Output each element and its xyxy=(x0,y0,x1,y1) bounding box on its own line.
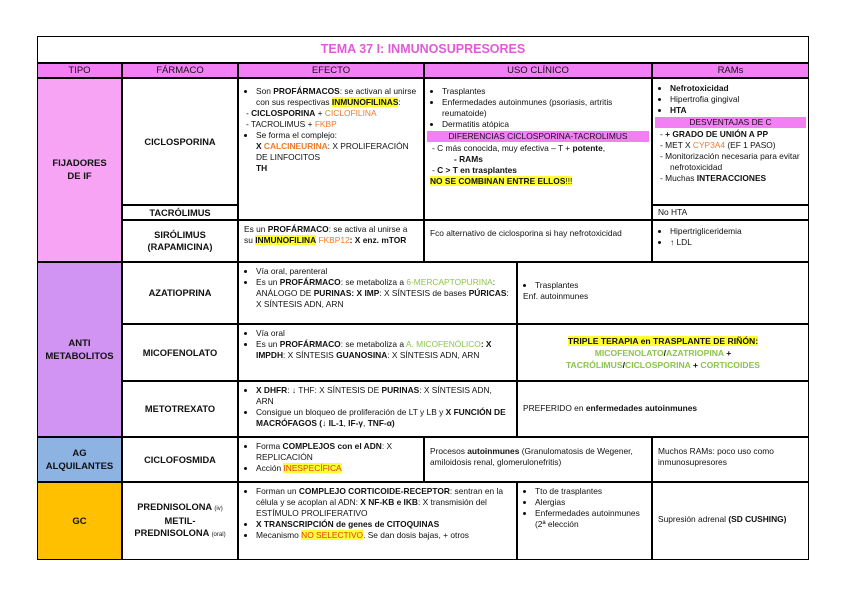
drug-ciclosporina: CICLOSPORINA xyxy=(122,78,238,205)
header-tipo: TIPO xyxy=(37,63,122,78)
drug-ciclofosmida: CICLOFOSMIDA xyxy=(122,437,238,482)
header-farmaco: FÁRMACO xyxy=(122,63,238,78)
drug-metotrexato: METOTREXATO xyxy=(122,381,238,437)
rams-ciclofosmida: Muchos RAMs: poco uso como inmunosupresores xyxy=(652,437,809,482)
uso-azatioprina: • Trasplantes Enf. autoinmunes xyxy=(517,262,809,324)
efecto-azatioprina: • Vía oral, parenteral • Es un PROFÁRMACO: se metaboliza a 6-MERCAPTOPURINA: ANÁLOGO DE PURINAS: X IMP: X SÍNTESIS de bases PÚRICAS: X SÍNTESIS ADN, ARN xyxy=(238,262,517,324)
efecto-ciclosporina-tacrolimus: • Son PROFÁRMACOS: se activan al unirse con sus respectivas INMUNOFILINAS: - CICLOSPORINA + CICLOFILINA - TACROLIMUS + FKBP • Se forma el complejo: X CALCINEURINA: X PROLIFERACIÓN DE LINFOCITOS TH xyxy=(238,78,424,220)
rams-gc: Supresión adrenal (SD CUSHING) xyxy=(652,482,809,560)
efecto-ciclofosmida: • Forma COMPLEJOS con el ADN: X REPLICACIÓN • Acción INESPECÍFICA xyxy=(238,437,424,482)
table-title: TEMA 37 I: INMUNOSUPRESORES xyxy=(37,36,809,63)
rams-sirolimus: • Hipertrigliceridemia • ↑ LDL xyxy=(652,220,809,262)
summary-table xyxy=(37,36,809,560)
drug-micofenolato: MICOFENOLATO xyxy=(122,324,238,381)
triple-terapia: TRIPLE TERAPIA en TRASPLANTE DE RIÑÓN: MICOFENOLATO/AZATRIOPINA + TACRÓLIMUS/CICLOSPORINA + CORTICOIDES xyxy=(517,324,809,381)
uso-gc: • Tto de trasplantes • Alergias • Enfermedades autoinmunes (2ª elección xyxy=(517,482,652,560)
efecto-micofenolato: • Vía oral • Es un PROFÁRMACO: se metaboliza a A. MICOFENÓLICO: X IMPDH: X SÍNTESIS GUANOSINA: X SÍNTESIS ADN, ARN xyxy=(238,324,517,381)
header-uso-clinico: USO CLÍNICO xyxy=(424,63,652,78)
drug-azatioprina: AZATIOPRINA xyxy=(122,262,238,324)
uso-metotrexato: PREFERIDO en enfermedades autoinmunes xyxy=(517,381,809,437)
rams-ciclosporina: • Nefrotoxicidad • Hipertrofia gingival • HTA DESVENTAJAS DE C - + GRADO DE UNIÓN A PP - MET X CYP3A4 (EF 1 PASO) - Monitorización necesaria para evitar nefrotoxicidad - Muchas INTERACCIONES xyxy=(652,78,809,205)
header-efecto: EFECTO xyxy=(238,63,424,78)
header-rams: RAMs xyxy=(652,63,809,78)
uso-ciclofosmida: Procesos autoinmunes (Granulomatosis de Wegener, amiloidosis renal, glomerulonefritis) xyxy=(424,437,652,482)
uso-ciclosporina-tacrolimus: • Trasplantes • Enfermedades autoinmunes (psoriasis, artritis reumatoide) • Dermatitis atópica DIFERENCIAS CICLOSPORINA-TACROLIMUS - C más conocida, muy efectiva – T + potente, - RAMs - C > T en trasplantes NO SE COMBINAN ENTRE ELLOS!!! xyxy=(424,78,652,220)
desventajas-bar: DESVENTAJAS DE C xyxy=(655,117,806,128)
efecto-gc: • Forman un COMPLEJO CORTICOIDE-RECEPTOR: sentran en la célula y se acoplan al ADN: X NF-KB e IKB: X transmisión del ESTÍMULO PROLIFERATIVO • X TRANSCRIPCIÓN de genes de CITOQUINAS • Mecanismo NO SELECTIVO. Se dan dosis bajas, + otros xyxy=(238,482,517,560)
drug-tacrolimus: TACRÓLIMUS xyxy=(122,205,238,220)
rams-tacrolimus: No HTA xyxy=(652,205,809,220)
diferencias-bar: DIFERENCIAS CICLOSPORINA-TACROLIMUS xyxy=(427,131,649,142)
drug-prednisolona: PREDNISOLONA (iv) METIL- PREDNISOLONA (oral) xyxy=(122,482,238,560)
efecto-sirolimus: Es un PROFÁRMACO: se activa al unirse a su INMUNOFILINA FKBP12: X enz. mTOR xyxy=(238,220,424,262)
uso-sirolimus: Fco alternativo de ciclosporina si hay nefrotoxicidad xyxy=(424,220,652,262)
tipo-alquilantes: AG ALQUILANTES xyxy=(37,437,122,482)
tipo-gc: GC xyxy=(37,482,122,560)
tipo-fijadores: FIJADORES DE IF xyxy=(37,78,122,262)
drug-sirolimus: SIRÓLIMUS (RAPAMICINA) xyxy=(122,220,238,262)
no-combinan: NO SE COMBINAN ENTRE ELLOS xyxy=(430,176,566,186)
tipo-antimetabolitos: ANTI METABOLITOS xyxy=(37,262,122,437)
efecto-metotrexato: • X DHFR: ↓ THF: X SÍNTESIS DE PURINAS: X SÍNTESIS ADN, ARN • Consigue un bloqueo de proliferación de LT y LB y X FUNCIÓN DE MACRÓFAGOS (↓ IL-1, IF-γ, TNF-α) xyxy=(238,381,517,437)
